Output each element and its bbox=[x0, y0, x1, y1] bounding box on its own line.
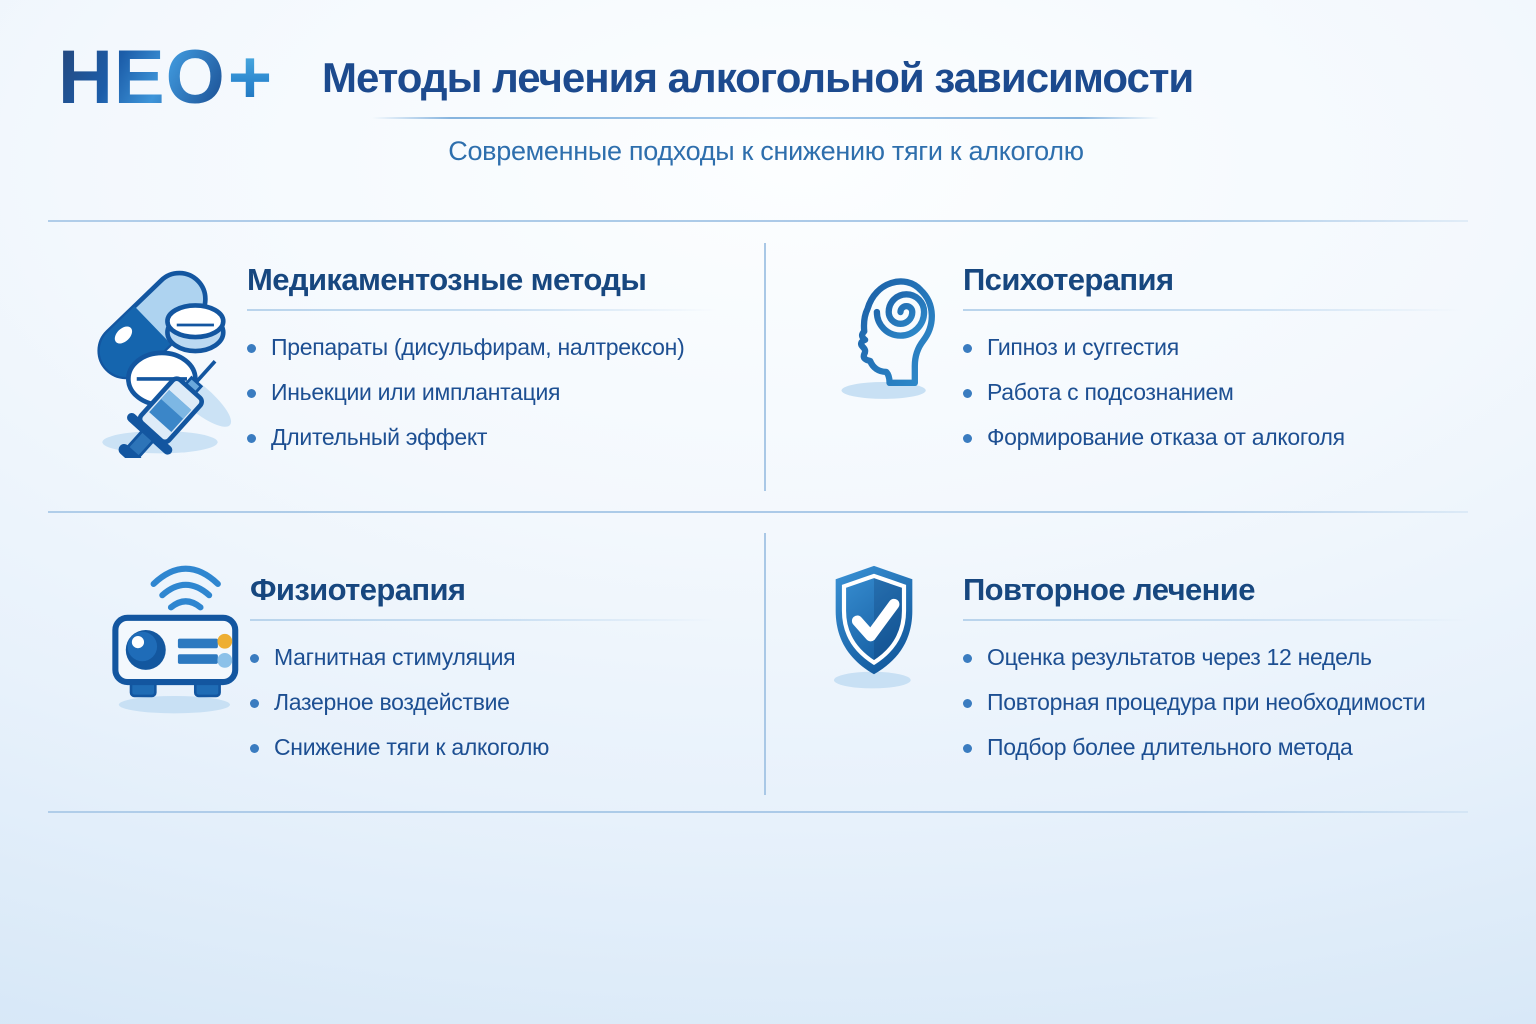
list-item-text: Работа с подсознанием bbox=[987, 378, 1234, 405]
list-item-text: Подбор более длительного метода bbox=[987, 733, 1353, 760]
list-item-text: Препараты (дисульфирам, налтрексон) bbox=[271, 333, 685, 360]
list-item bbox=[963, 690, 1468, 714]
vertical-divider-bottom bbox=[764, 533, 766, 795]
bullet-dot bbox=[250, 654, 259, 663]
section-title: Психотерапия bbox=[963, 262, 1174, 297]
bullet-dot bbox=[247, 389, 256, 398]
list-item-text: Формирование отказа от алкоголя bbox=[987, 423, 1345, 450]
bullet-dot bbox=[250, 699, 259, 708]
section-title: Медикаментозные методы bbox=[247, 262, 647, 297]
device-waves-icon bbox=[98, 550, 250, 721]
section-title-underline bbox=[247, 309, 717, 311]
section-title: Физиотерапия bbox=[250, 572, 466, 607]
list-item bbox=[250, 735, 715, 759]
brand-logo bbox=[58, 35, 274, 120]
section-psychotherapy bbox=[963, 264, 1463, 470]
list-item bbox=[963, 645, 1468, 669]
brand-logo-text: НЕО bbox=[58, 35, 226, 120]
head-spiral-icon bbox=[828, 252, 946, 415]
list-item-text: Снижение тяги к алкоголю bbox=[274, 733, 550, 760]
shield-check-icon bbox=[824, 548, 924, 708]
list-item-text: Лазерное воздействие bbox=[274, 688, 510, 715]
section-repeat-treatment bbox=[963, 574, 1468, 780]
subtitle-divider bbox=[372, 117, 1160, 119]
list-item-text: Повторная процедура при необходимости bbox=[987, 688, 1426, 715]
horizontal-divider-middle bbox=[48, 511, 1468, 513]
list-item bbox=[963, 380, 1463, 404]
list-item-text: Длительный эффект bbox=[271, 423, 488, 450]
bullet-dot bbox=[247, 434, 256, 443]
vertical-divider-top bbox=[764, 243, 766, 491]
list-item-text: Магнитная стимуляция bbox=[274, 643, 516, 670]
section-item-list bbox=[963, 335, 1463, 449]
section-item-list bbox=[247, 335, 717, 449]
section-title-underline bbox=[963, 309, 1463, 311]
section-item-list bbox=[963, 645, 1468, 759]
section-title-underline bbox=[963, 619, 1468, 621]
list-item bbox=[247, 425, 717, 449]
section-physiotherapy bbox=[250, 574, 715, 780]
list-item bbox=[963, 335, 1463, 359]
list-item-text: Гипноз и суггестия bbox=[987, 333, 1179, 360]
list-item bbox=[247, 380, 717, 404]
list-item bbox=[250, 645, 715, 669]
bullet-dot bbox=[963, 699, 972, 708]
bullet-dot bbox=[963, 654, 972, 663]
list-item bbox=[250, 690, 715, 714]
page-title: Методы лечения алкогольной зависимости bbox=[322, 54, 1194, 101]
bullet-dot bbox=[963, 389, 972, 398]
section-item-list bbox=[250, 645, 715, 759]
bullet-dot bbox=[250, 744, 259, 753]
pills-syringe-icon bbox=[80, 258, 240, 463]
bullet-dot bbox=[963, 434, 972, 443]
plus-icon: + bbox=[227, 35, 274, 120]
list-item bbox=[963, 735, 1468, 759]
horizontal-divider-top bbox=[48, 220, 1468, 222]
section-title-underline bbox=[250, 619, 715, 621]
bullet-dot bbox=[963, 344, 972, 353]
list-item-text: Иньекции или имплантация bbox=[271, 378, 561, 405]
page-subtitle: Современные подходы к снижению тяги к алкоголю bbox=[448, 136, 1084, 166]
section-title: Повторное лечение bbox=[963, 572, 1255, 607]
bullet-dot bbox=[247, 344, 256, 353]
list-item bbox=[963, 425, 1463, 449]
list-item-text: Оценка результатов через 12 недель bbox=[987, 643, 1372, 670]
list-item bbox=[247, 335, 717, 359]
horizontal-divider-bottom bbox=[48, 811, 1468, 813]
section-medication bbox=[247, 264, 717, 470]
bullet-dot bbox=[963, 744, 972, 753]
